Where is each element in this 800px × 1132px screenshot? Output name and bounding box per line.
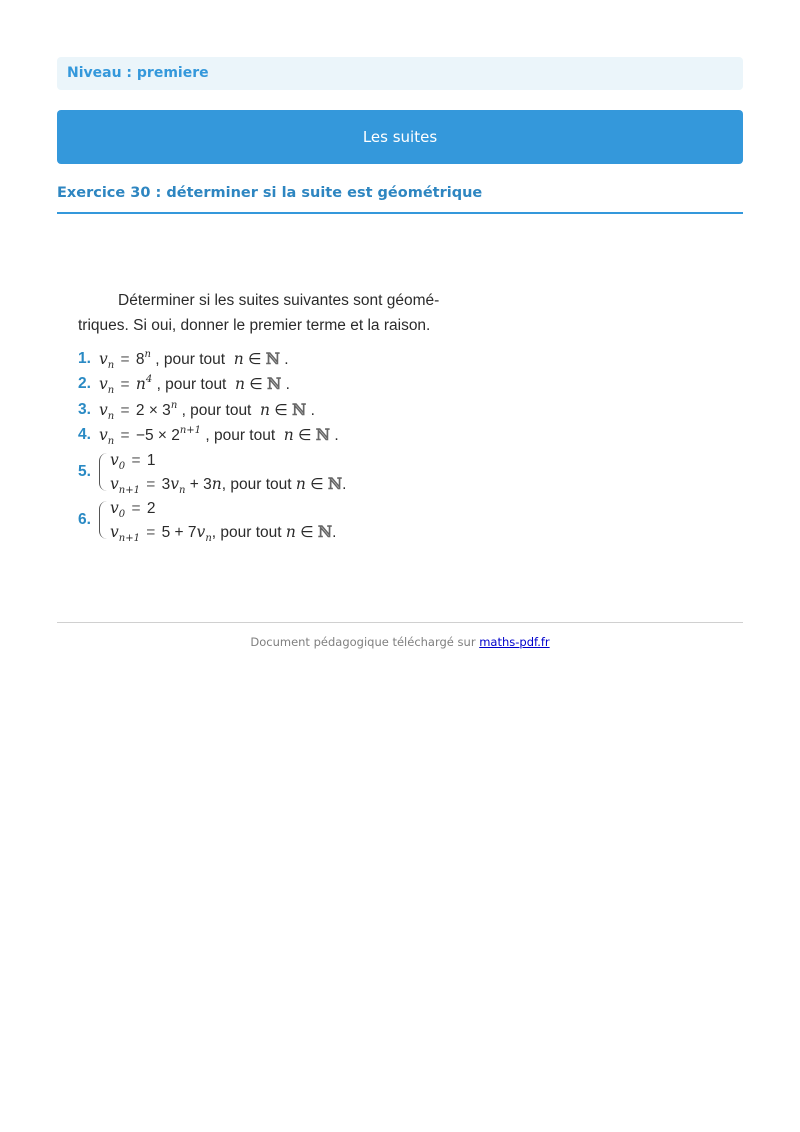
exercise-statement <box>78 288 498 544</box>
item-system: $v_0 = 1$ $v_{n+1} = 3v_n + 3n$, pour tout n ∈ ℕ. <box>110 451 347 496</box>
item-system: $v_0 = 2$ $v_{n+1} = 5 + 7v_n$, pour tout n ∈ ℕ. <box>110 499 337 544</box>
item-number: 4. <box>78 426 91 444</box>
list-item <box>78 423 498 449</box>
item-number: 3. <box>78 400 91 418</box>
brace-icon <box>99 501 108 539</box>
footer-text: Document pédagogique téléchargé sur <box>250 635 480 649</box>
level-label: Niveau : premiere <box>67 65 209 81</box>
item-number: 5. <box>78 463 91 480</box>
chapter-title: Les suites <box>362 128 438 146</box>
item-number: 6. <box>78 511 91 528</box>
item-formula: $v_n = n^4$ , pour tout n ∈ ℕ . <box>99 374 290 397</box>
list-item <box>78 496 498 544</box>
level-banner <box>57 57 743 90</box>
list-item <box>78 346 498 372</box>
intro-line-1: Déterminer si les suites suivantes sont géomé- <box>118 292 440 309</box>
exercise-title: Exercice 30 : déterminer si la suite est géométrique <box>57 185 483 201</box>
item-formula: $v_n = 8^n$ , pour tout n ∈ ℕ . <box>99 348 289 371</box>
chapter-banner <box>57 110 743 164</box>
list-item <box>78 397 498 423</box>
footer <box>57 635 743 649</box>
item-formula: $v_n = -5 \times 2^{n+1}$ , pour tout n ∈ ℕ . <box>99 425 339 448</box>
item-number: 1. <box>78 349 91 367</box>
intro-text <box>78 288 498 338</box>
footer-link[interactable]: maths-pdf.fr <box>479 635 550 649</box>
item-number: 2. <box>78 375 91 393</box>
footer-divider <box>57 622 743 623</box>
exercise-divider <box>57 212 743 214</box>
list-item <box>78 372 498 398</box>
brace-icon <box>99 453 108 491</box>
list-item <box>78 448 498 496</box>
item-formula: $v_n = 2 \times 3^n$ , pour tout n ∈ ℕ . <box>99 399 315 422</box>
intro-line-2: triques. Si oui, donner le premier terme et la raison. <box>78 317 431 334</box>
